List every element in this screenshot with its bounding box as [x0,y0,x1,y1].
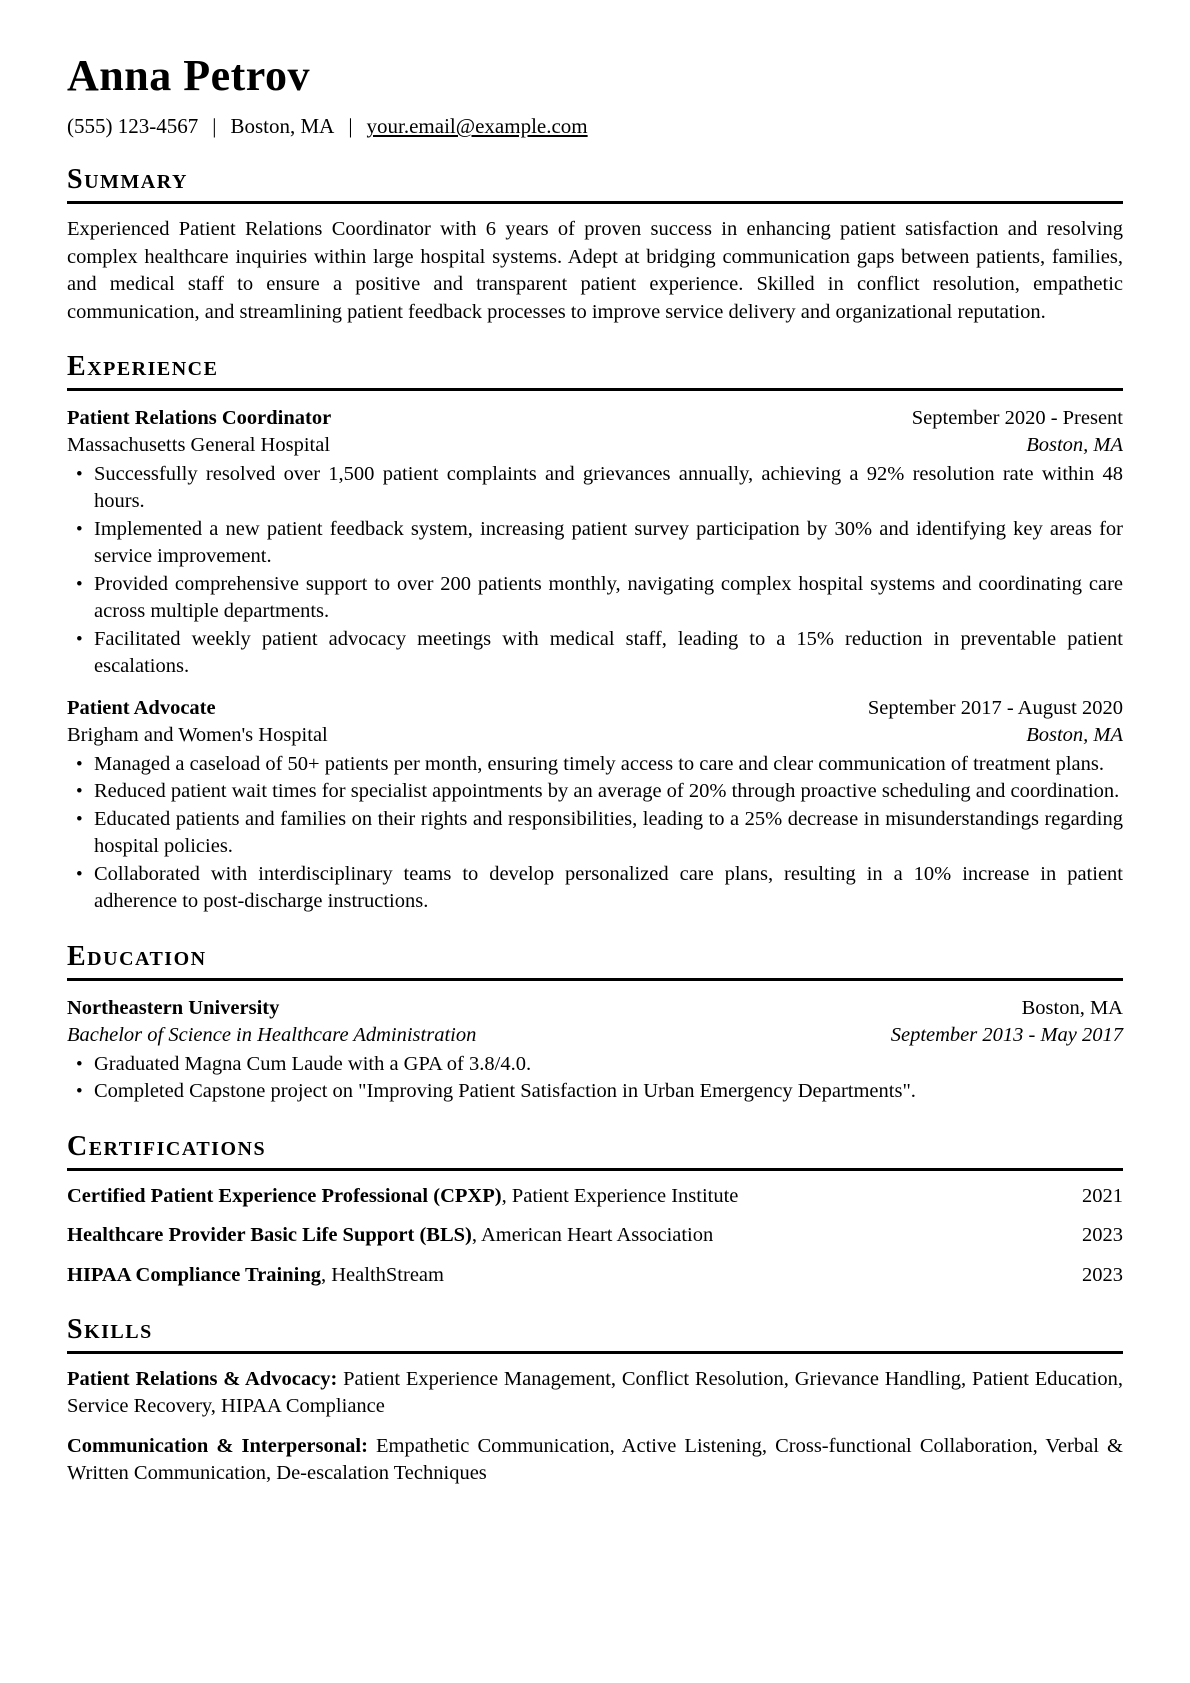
certification-year: 2023 [1082,1263,1123,1286]
job-bullet-list [67,461,1123,681]
certification-name: Certified Patient Experience Professional (CPXP) [67,1184,502,1207]
certification-issuer: , American Heart Association [471,1224,714,1247]
skill-items: Empathetic Communication, Active Listening, Cross-functional Collaboration, Verbal & Written Communication, De-escalation Techniques [67,1434,1123,1485]
section-title-summary: Summary [67,165,1123,204]
job-entry [67,695,1123,916]
job-bullet: • Reduced patient wait times for specialist appointments by an average of 20% through proactive scheduling and coordination. [67,778,1123,806]
job-dates: September 2017 - August 2020 [867,696,1123,719]
section-title-certifications: Certifications [67,1132,1123,1171]
skill-group [67,1433,1123,1488]
certification-label [67,1262,444,1290]
contact-line [67,114,1123,139]
certification-row [67,1183,1123,1211]
job-title: Patient Relations Coordinator [67,406,332,429]
section-title-experience: Experience [67,352,1123,391]
certification-row [67,1222,1123,1250]
education-bullet: • Graduated Magna Cum Laude with a GPA of 3.8/4.0. [67,1051,1123,1079]
job-bullet: • Successfully resolved over 1,500 patient complaints and grievances annually, achieving a 92% resolution rate within 48 hours. [67,461,1123,516]
job-location: Boston, MA [1026,434,1123,457]
section-title-education: Education [67,942,1123,981]
contact-separator: | [348,114,353,139]
job-company: Brigham and Women's Hospital [67,724,328,747]
job-header-row [67,405,1123,433]
skill-category: Patient Relations & Advocacy: [67,1367,338,1390]
certification-year: 2021 [1082,1184,1123,1207]
location-text: Boston, MA [230,114,335,139]
school-name: Northeastern University [67,996,280,1019]
section-certifications [67,1132,1123,1289]
education-subheader-row [67,1022,1123,1050]
email-link[interactable]: your.email@example.com [366,114,588,139]
job-company: Massachusetts General Hospital [67,434,331,457]
job-title: Patient Advocate [67,696,216,719]
education-bullet-list [67,1051,1123,1106]
section-title-skills: Skills [67,1315,1123,1354]
certification-label [67,1222,713,1250]
job-bullet: • Educated patients and families on their rights and responsibilities, leading to a 25% decrease in misunderstandings regarding hospital policies. [67,806,1123,861]
job-bullet: • Managed a caseload of 50+ patients per month, ensuring timely access to care and clear communication of treatment plans. [67,751,1123,779]
school-location: Boston, MA [1021,996,1123,1019]
section-experience [67,352,1123,916]
certification-year: 2023 [1082,1224,1123,1247]
section-skills [67,1315,1123,1488]
contact-separator: | [212,114,217,139]
job-bullet: • Facilitated weekly patient advocacy meetings with medical staff, leading to a 15% reduction in preventable patient escalations. [67,626,1123,681]
phone-number: (555) 123-4567 [67,114,199,139]
certification-row [67,1262,1123,1290]
certification-issuer: , Patient Experience Institute [501,1184,739,1207]
job-dates: September 2020 - Present [911,406,1123,429]
certification-name: HIPAA Compliance Training [67,1263,321,1286]
section-summary [67,165,1123,326]
person-name: Anna Petrov [67,51,311,100]
skill-items: Patient Experience Management, Conflict Resolution, Grievance Handling, Patient Education, Service Recovery, HIPAA Compliance [67,1367,1123,1418]
job-bullet: • Collaborated with interdisciplinary teams to develop personalized care plans, resulting in a 10% increase in patient adherence to post-discharge instructions. [67,861,1123,916]
job-entry [67,405,1123,681]
skill-category: Communication & Interpersonal: [67,1434,368,1457]
job-location: Boston, MA [1026,724,1123,747]
education-header-row [67,995,1123,1023]
certification-label [67,1183,738,1211]
education-dates: September 2013 - May 2017 [890,1024,1123,1047]
education-bullet: • Completed Capstone project on "Improving Patient Satisfaction in Urban Emergency Departments". [67,1078,1123,1106]
skill-group [67,1366,1123,1421]
summary-text: Experienced Patient Relations Coordinator with 6 years of proven success in enhancing patient satisfaction and resolving complex healthcare inquiries within large hospital systems. Adept at bridging communication gaps between patients, families, and medical staff to ensure a positive and transparent patient experience. Skilled in conflict resolution, empathetic communication, and streamlining patient feedback processes to improve service delivery and organizational reputation. [67,218,1123,323]
section-education [67,942,1123,1106]
job-subheader-row [67,432,1123,460]
job-bullet: • Implemented a new patient feedback system, increasing patient survey participation by 30% and identifying key areas for service improvement. [67,516,1123,571]
certification-issuer: , HealthStream [321,1263,444,1286]
degree-name: Bachelor of Science in Healthcare Administration [67,1024,477,1047]
education-entry [67,995,1123,1106]
job-header-row [67,695,1123,723]
job-bullet-list [67,751,1123,916]
job-subheader-row [67,722,1123,750]
job-bullet: • Provided comprehensive support to over 200 patients monthly, navigating complex hospital systems and coordinating care across multiple departments. [67,571,1123,626]
certification-name: Healthcare Provider Basic Life Support (BLS) [67,1224,472,1247]
